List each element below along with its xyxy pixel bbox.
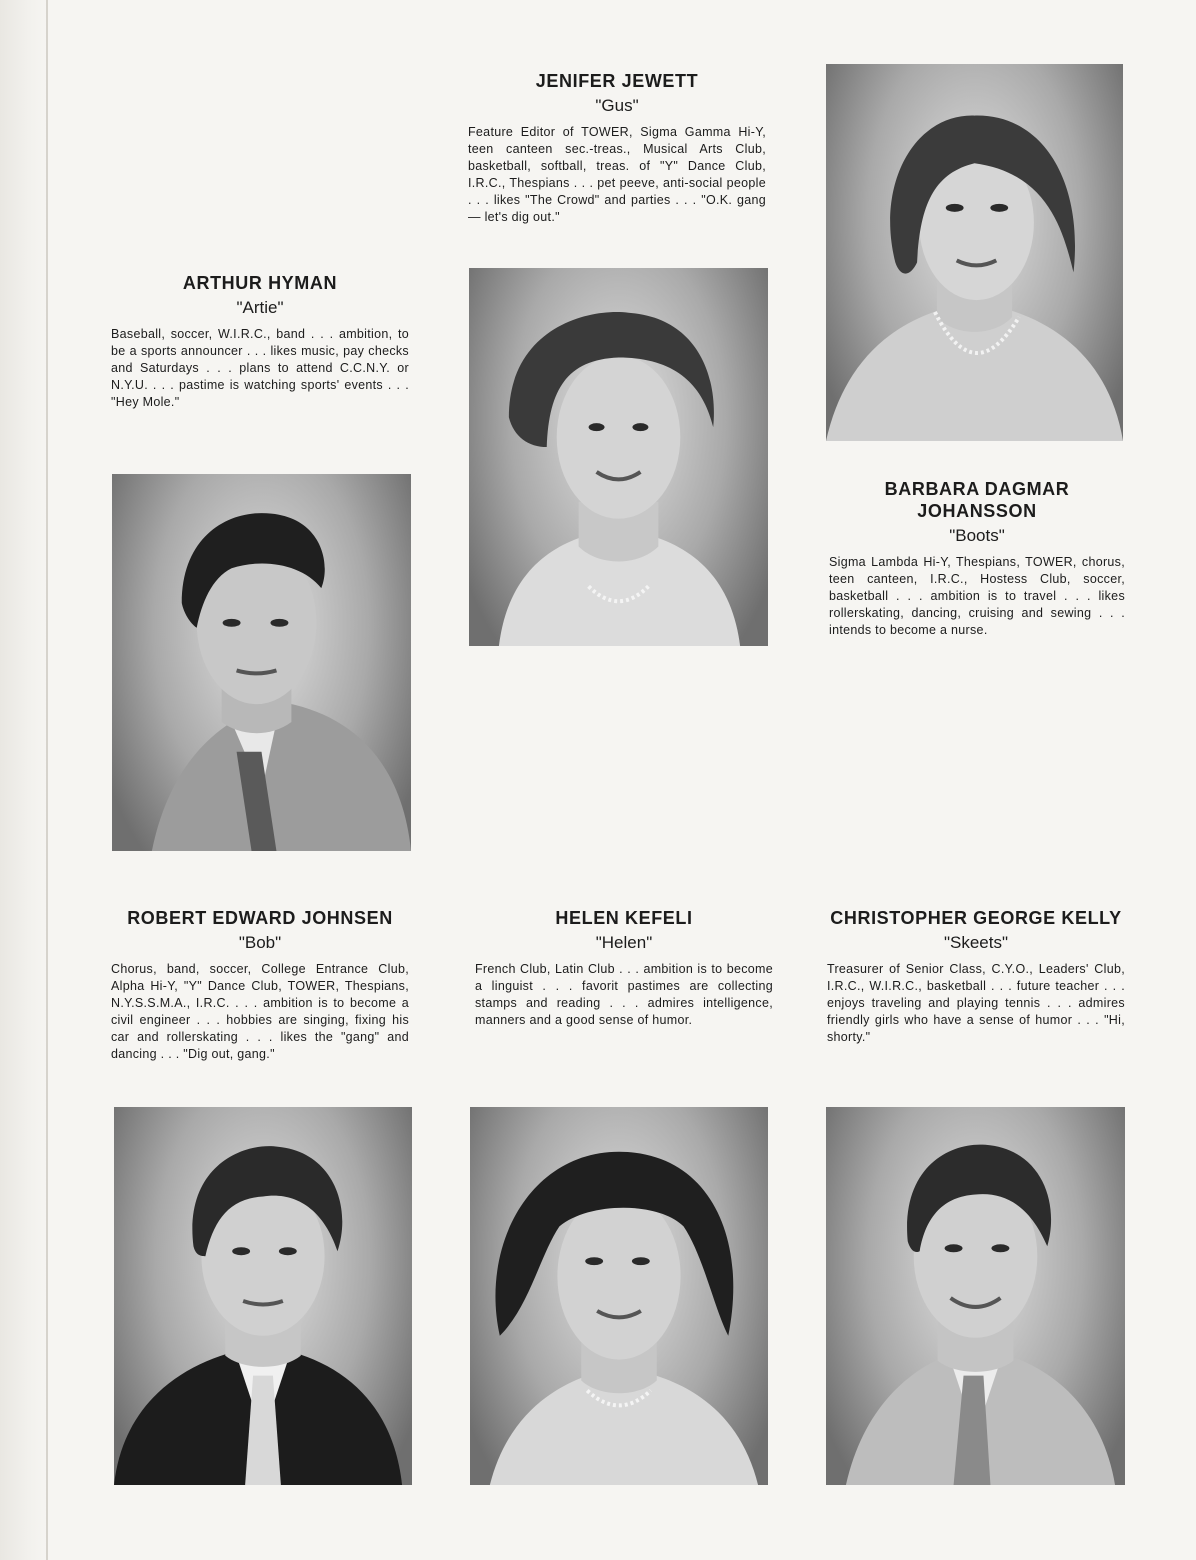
student-name: ARTHUR HYMAN: [182, 273, 338, 293]
portrait-photo-arthur-hyman: [112, 474, 411, 851]
student-bio: Treasurer of Senior Class, C.Y.O., Leaders' Club, I.R.C., W.I.R.C., basketball . . . future teacher . . . enjoys traveling and playing tennis . . . admires friendly girls who have a sense of humor . . . "Hi, shorty.": [827, 962, 1125, 1044]
page-binding-edge: [0, 0, 48, 1560]
student-nickname: "Boots": [949, 526, 1005, 545]
student-name-line1: BARBARA DAGMAR: [884, 479, 1070, 499]
student-name: CHRISTOPHER GEORGE KELLY: [830, 908, 1122, 928]
portrait-photo-barbara-johansson: [826, 64, 1123, 441]
student-name-line2: JOHANSSON: [917, 501, 1037, 521]
student-nickname: "Helen": [595, 933, 653, 952]
entry-robert-johnsen: [111, 907, 409, 1063]
student-name: HELEN KEFELI: [555, 908, 693, 928]
portrait-photo-robert-johnsen: [114, 1107, 412, 1485]
entry-barbara-johansson: [829, 478, 1125, 639]
entry-arthur-hyman: [111, 272, 409, 411]
student-name: JENIFER JEWETT: [535, 71, 699, 91]
student-bio: Sigma Lambda Hi-Y, Thespians, TOWER, chorus, teen canteen, I.R.C., Hostess Club, soccer, basketball . . . ambition is to travel . . . likes rollerskating, dancing, cruising and sewing . . . intends to become a nurse.: [829, 555, 1125, 637]
student-nickname: "Gus": [595, 96, 639, 115]
portrait-figure: [470, 1107, 768, 1485]
student-nickname: "Artie": [236, 298, 284, 317]
entry-christopher-kelly: [827, 907, 1125, 1046]
portrait-figure: [469, 268, 768, 646]
student-bio: Chorus, band, soccer, College Entrance Club, Alpha Hi-Y, "Y" Dance Club, TOWER, Thespians, N.Y.S.S.M.A., I.R.C. . . . ambition is to become a civil engineer . . . hobbies are singing, fixing his car and rollerskating . . . likes the "gang" and dancing . . . "Dig out, gang.": [111, 962, 409, 1061]
portrait-figure: [112, 474, 411, 851]
portrait-photo-christopher-kelly: [826, 1107, 1125, 1485]
entry-jenifer-jewett: [468, 70, 766, 226]
student-bio: Feature Editor of TOWER, Sigma Gamma Hi-Y, teen canteen sec.-treas., Musical Arts Club, basketball, softball, treas. of "Y" Dance Club, I.R.C., Thespians . . . pet peeve, anti-social people . . . likes "The Crowd" and parties . . . "O.K. gang— let's dig out.": [468, 125, 766, 224]
student-nickname: "Bob": [238, 933, 282, 952]
portrait-figure: [114, 1107, 412, 1485]
student-bio: French Club, Latin Club . . . ambition is to become a linguist . . . favorit pastimes are collecting stamps and reading . . . admires intelligence, manners and a good sense of humor.: [475, 962, 773, 1027]
student-bio: Baseball, soccer, W.I.R.C., band . . . ambition, to be a sports announcer . . . likes music, pay checks and Saturdays . . . plans to attend C.C.N.Y. or N.Y.U. . . . pastime is watching sports' events . . . "Hey Mole.": [111, 327, 409, 409]
portrait-photo-jenifer-jewett: [469, 268, 768, 646]
student-name: ROBERT EDWARD JOHNSEN: [127, 908, 393, 928]
portrait-photo-helen-kefeli: [470, 1107, 768, 1485]
student-nickname: "Skeets": [943, 933, 1009, 952]
portrait-figure: [826, 1107, 1125, 1485]
portrait-figure: [826, 64, 1123, 441]
entry-helen-kefeli: [475, 907, 773, 1029]
page-fold-line: [46, 0, 48, 1560]
